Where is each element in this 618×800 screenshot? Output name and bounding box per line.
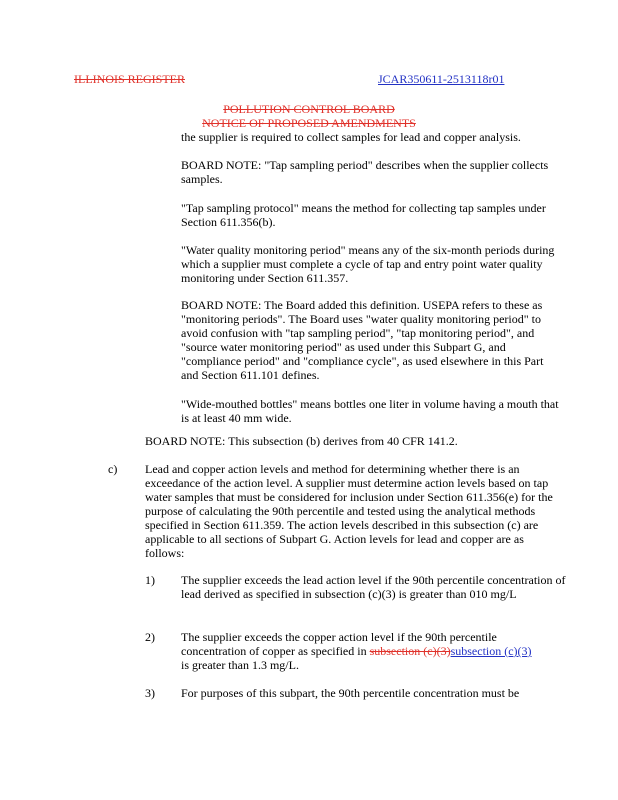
item-2-line3: is greater than 1.3 mg/L. <box>181 658 299 672</box>
definition-wide-mouthed-bottles: "Wide-mouthed bottles" means bottles one liter in volume having a mouth that is at least 40 mm wide. <box>181 397 559 425</box>
item-2-label: 2) <box>145 630 155 644</box>
item-1-text: The supplier exceeds the lead action level if the 90th percentile concentration of lead derived as specified in subsection (c)(3) is greater than 010 mg/L <box>181 573 566 601</box>
definition-tap-sampling-protocol: "Tap sampling protocol" means the method for collecting tap samples under Section 611.356(b). <box>181 201 546 229</box>
item-3-text: For purposes of this subpart, the 90th percentile concentration must be <box>181 686 520 700</box>
board-note-subsection-b: BOARD NOTE: This subsection (b) derives from 40 CFR 141.2. <box>145 434 458 448</box>
board-title: POLLUTION CONTROL BOARD <box>223 102 395 116</box>
jcar-code-prefix: JCAR350611-2513118 <box>378 72 489 86</box>
intro-text: the supplier is required to collect samples for lead and copper analysis. <box>181 130 521 144</box>
jcar-code <box>378 72 504 86</box>
item-3-label: 3) <box>145 686 155 700</box>
subsection-c-label: c) <box>108 462 118 476</box>
register-header: ILLINOIS REGISTER <box>74 72 185 86</box>
inserted-subsection-ref: subsection (c)(3) <box>450 644 532 658</box>
definition-water-quality-monitoring-period: "Water quality monitoring period" means any of the six-month periods during which a supplier must complete a cycle of tap and entry point water quality monitoring under Section 611.357. <box>181 243 555 285</box>
notice-title: NOTICE OF PROPOSED AMENDMENTS <box>202 116 416 130</box>
jcar-code-suffix: r01 <box>488 72 505 86</box>
item-2-line2-text: concentration of copper as specified in <box>181 644 370 658</box>
deleted-subsection-ref: subsection (c)(3) <box>369 644 451 658</box>
board-note-definition: BOARD NOTE: The Board added this definition. USEPA refers to these as "monitoring periods". The Board uses "water quality monitoring period" to avoid confusion with "tap sampling period", "tap monitoring period", and "source water monitoring period" as used under this Subpart G, and "compliance period" and "compliance cycle", as used elsewhere in this Part and Section 611.101 defines. <box>181 298 544 382</box>
board-note-tap-sampling: BOARD NOTE: "Tap sampling period" describes when the supplier collects samples. <box>181 158 549 186</box>
item-1-label: 1) <box>145 573 155 587</box>
item-2-line1: The supplier exceeds the copper action level if the 90th percentile <box>181 630 497 644</box>
item-2-line2 <box>181 644 532 658</box>
subsection-c-text: Lead and copper action levels and method for determining whether there is an exceedance of the action level. A supplier must determine action levels based on tap water samples that must be considered for inclusion under Section 611.356(e) for the purpose of calculating the 90th percentile and tested using the analytical methods specified in Section 611.359. The action levels described in this subsection (c) are applicable to all sections of Subpart G. Action levels for lead and copper are as follows: <box>145 462 553 560</box>
